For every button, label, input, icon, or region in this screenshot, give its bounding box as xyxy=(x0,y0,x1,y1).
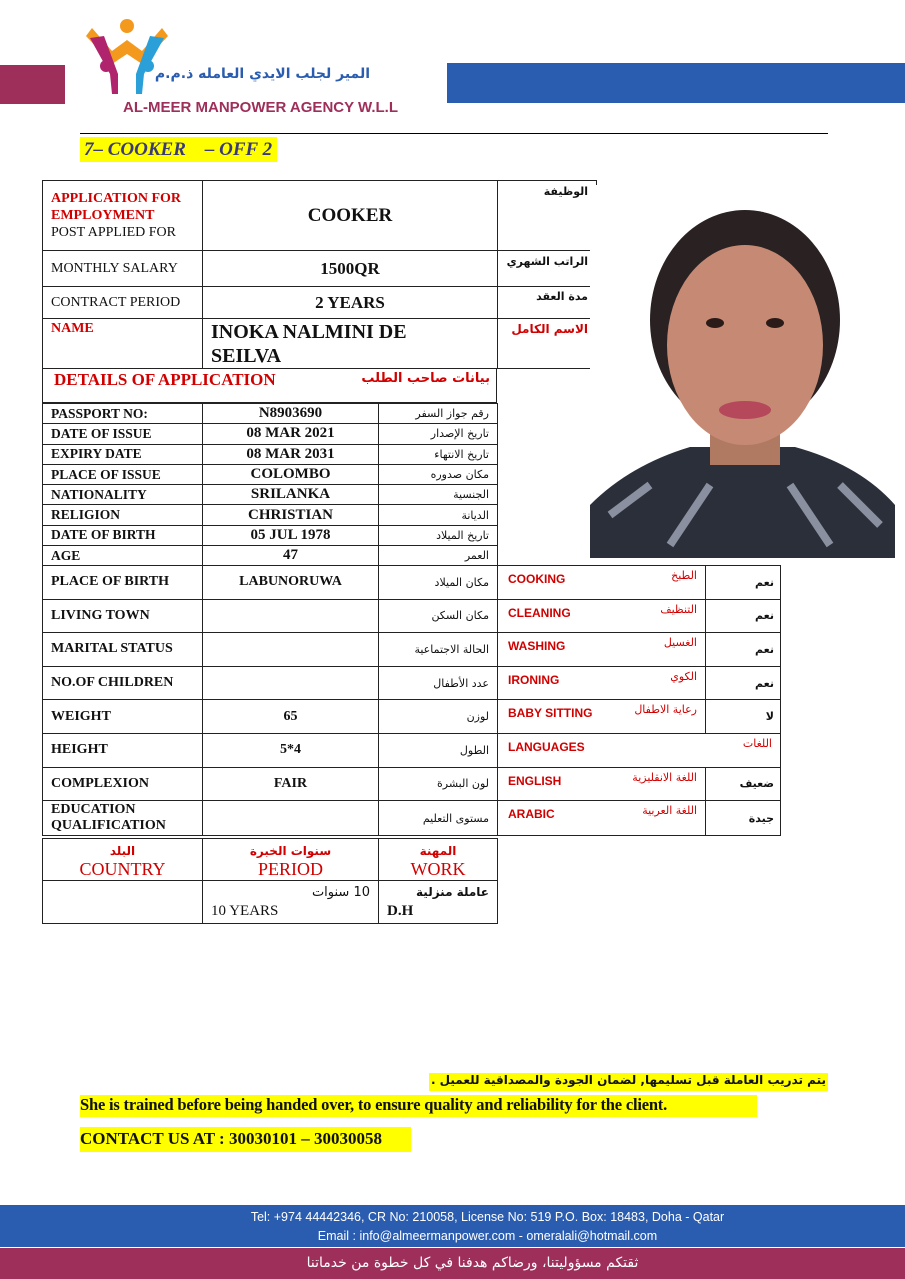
skill-label-ar: اللغات xyxy=(742,736,772,750)
applicant-portrait-icon xyxy=(590,185,895,558)
detail-label-ar: تاريخ الانتهاء xyxy=(379,444,498,464)
table-row xyxy=(43,319,597,369)
contract-label-ar: مدة العقد xyxy=(498,287,597,319)
name-label-ar: الاسم الكامل xyxy=(498,319,597,369)
detail-value: 47 xyxy=(203,546,379,566)
post-value: COOKER xyxy=(203,181,498,251)
training-note-ar: يتم تدريب العاملة قبل تسليمها, لضمان الجودة والمصداقية للعميل . xyxy=(429,1073,828,1091)
table-row xyxy=(43,424,498,444)
footer-slogan-bar xyxy=(0,1248,905,1279)
skill-label: ENGLISH xyxy=(508,773,562,788)
personal-label: WEIGHT xyxy=(43,700,203,734)
table-row xyxy=(43,633,498,667)
skill-label: CLEANING xyxy=(508,605,571,620)
detail-value: 05 JUL 1978 xyxy=(203,525,379,545)
table-row xyxy=(43,700,498,734)
footer-slogan: ثقتكم مسؤوليتنا، ورضاكم هدفنا في كل خطوة من خدماتنا xyxy=(306,1255,639,1271)
work-header-ar: المهنة xyxy=(419,843,457,858)
personal-label: NO.OF CHILDREN xyxy=(43,666,203,700)
detail-label-ar: مكان صدوره xyxy=(379,464,498,484)
skill-label: WASHING xyxy=(508,639,566,654)
details-title-ar: بيانات صاحب الطلب xyxy=(361,371,490,386)
detail-label-ar: رقم جواز السفر xyxy=(379,404,498,424)
skill-answer: لا xyxy=(706,700,781,734)
table-row xyxy=(43,881,498,924)
detail-value: N8903690 xyxy=(203,404,379,424)
table-row xyxy=(43,599,498,633)
detail-label-ar: الديانة xyxy=(379,505,498,525)
personal-label-ar: مستوى التعليم xyxy=(379,801,498,836)
skill-answer: نعم xyxy=(706,566,781,600)
contract-label: CONTRACT PERIOD xyxy=(43,287,203,319)
detail-value: SRILANKA xyxy=(203,485,379,505)
detail-label: PASSPORT NO: xyxy=(43,404,203,424)
period-header: PERIOD xyxy=(257,858,323,879)
applicant-photo xyxy=(590,185,895,558)
personal-value xyxy=(203,633,379,667)
personal-label: LIVING TOWN xyxy=(43,599,203,633)
table-row xyxy=(43,485,498,505)
table-row xyxy=(498,767,781,801)
personal-label-ar: لوزن xyxy=(379,700,498,734)
skill-label-ar: اللغة الانقليزية xyxy=(632,770,697,784)
table-row xyxy=(43,525,498,545)
table-row xyxy=(43,733,498,767)
detail-value: 08 MAR 2021 xyxy=(203,424,379,444)
footer-line-1: Tel: +974 44442346, CR No: 210058, License No: 519 P.O. Box: 18483, Doha - Qatar xyxy=(250,1210,725,1224)
application-summary-table xyxy=(42,180,597,369)
experience-table xyxy=(42,838,498,924)
skill-label-ar: الطبخ xyxy=(671,569,697,582)
table-row xyxy=(498,733,781,767)
table-row xyxy=(498,666,781,700)
detail-value: CHRISTIAN xyxy=(203,505,379,525)
footer-contact-bar xyxy=(0,1205,905,1247)
footer-line-2: Email : info@almeermanpower.com - omeralali@hotmail.com xyxy=(317,1229,658,1243)
skill-label-ar: الغسيل xyxy=(663,636,697,650)
personal-label-ar: لون البشرة xyxy=(379,767,498,801)
personal-label: MARITAL STATUS xyxy=(43,633,203,667)
job-tag: 7– COOKER – OFF 2 xyxy=(80,137,277,162)
skill-label: IRONING xyxy=(508,672,560,687)
skill-answer: ضعيف xyxy=(706,767,781,801)
personal-table xyxy=(42,565,498,836)
detail-label-ar: الجنسية xyxy=(379,485,498,505)
detail-label: RELIGION xyxy=(43,505,203,525)
details-header xyxy=(42,368,497,403)
detail-label-ar: العمر xyxy=(379,546,498,566)
details-table xyxy=(42,403,498,566)
table-row xyxy=(43,464,498,484)
personal-value xyxy=(203,801,379,836)
salary-value: 1500QR xyxy=(203,251,498,287)
personal-label-ar: مكان الميلاد xyxy=(379,566,498,600)
contact-line: CONTACT US AT : 30030101 – 30030058 xyxy=(80,1127,411,1152)
skill-label: ARABIC xyxy=(508,807,555,822)
salary-label: MONTHLY SALARY xyxy=(43,251,203,287)
period-header-ar: سنوات الخبرة xyxy=(249,843,332,858)
skills-table xyxy=(497,565,781,836)
header-maroon-bar xyxy=(0,65,65,104)
personal-label: PLACE OF BIRTH xyxy=(43,566,203,600)
application-for-employment-label: APPLICATION FOR EMPLOYMENT xyxy=(51,191,182,223)
skill-label: COOKING xyxy=(508,572,566,586)
table-row xyxy=(43,801,498,836)
company-name-arabic: المير لجلب الايدي العامله ذ.م.م xyxy=(154,66,370,82)
training-note-en: She is trained before being handed over, to ensure quality and reliability for the client. xyxy=(80,1095,757,1117)
detail-label: PLACE OF ISSUE xyxy=(43,464,203,484)
company-name-english: AL-MEER MANPOWER AGENCY W.L.L xyxy=(123,99,398,116)
detail-label: DATE OF BIRTH xyxy=(43,525,203,545)
personal-label: COMPLEXION xyxy=(43,767,203,801)
table-row xyxy=(498,801,781,836)
detail-label: NATIONALITY xyxy=(43,485,203,505)
table-row xyxy=(43,251,597,287)
skill-answer: نعم xyxy=(706,599,781,633)
experience-work: D.H xyxy=(387,903,414,919)
header-divider xyxy=(80,133,828,134)
name-value: INOKA NALMINI DE SEILVA xyxy=(203,319,498,369)
work-header: WORK xyxy=(410,858,466,879)
company-logo-icon xyxy=(82,16,172,96)
skill-label-ar: رعاية الاطفال xyxy=(634,703,697,717)
post-label-ar: الوظيفة xyxy=(498,181,597,251)
detail-label-ar: تاريخ الإصدار xyxy=(379,424,498,444)
country-header-ar: البلد xyxy=(109,843,136,858)
personal-label-ar: الحالة الاجتماعية xyxy=(379,633,498,667)
post-applied-label: POST APPLIED FOR xyxy=(51,225,177,240)
table-row xyxy=(43,444,498,464)
skill-answer: نعم xyxy=(706,666,781,700)
table-row xyxy=(498,599,781,633)
skill-label-ar: التنظيف xyxy=(660,602,697,616)
detail-label: EXPIRY DATE xyxy=(43,444,203,464)
table-row xyxy=(43,287,597,319)
experience-period-ar: 10 سنوات xyxy=(311,885,370,900)
table-row xyxy=(43,404,498,424)
personal-value: 5*4 xyxy=(203,733,379,767)
name-label: NAME xyxy=(43,319,203,369)
salary-label-ar: الراتب الشهري xyxy=(498,251,597,287)
detail-value: COLOMBO xyxy=(203,464,379,484)
detail-label: AGE xyxy=(43,546,203,566)
table-row xyxy=(43,566,498,600)
details-title: DETAILS OF APPLICATION xyxy=(54,370,276,389)
experience-work-ar: عاملة منزلية xyxy=(416,885,489,899)
table-row xyxy=(43,666,498,700)
detail-label-ar: تاريخ الميلاد xyxy=(379,525,498,545)
skill-answer: جيدة xyxy=(706,801,781,836)
contract-value: 2 YEARS xyxy=(203,287,498,319)
personal-value: LABUNORUWA xyxy=(203,566,379,600)
personal-label-ar: الطول xyxy=(379,733,498,767)
experience-country xyxy=(43,881,203,924)
personal-value: FAIR xyxy=(203,767,379,801)
personal-value: 65 xyxy=(203,700,379,734)
skill-label: BABY SITTING xyxy=(508,706,593,721)
personal-label: HEIGHT xyxy=(43,733,203,767)
skill-answer: نعم xyxy=(706,633,781,667)
table-row xyxy=(43,767,498,801)
skill-label-ar: اللغة العربية xyxy=(642,804,697,818)
detail-label: DATE OF ISSUE xyxy=(43,424,203,444)
table-row xyxy=(498,633,781,667)
header-blue-bar xyxy=(447,63,905,103)
table-row xyxy=(498,566,781,600)
table-row xyxy=(498,700,781,734)
experience-period: 10 YEARS xyxy=(211,903,279,919)
personal-label: EDUCATION QUALIFICATION xyxy=(43,801,203,836)
personal-label-ar: مكان السكن xyxy=(379,599,498,633)
table-row xyxy=(43,505,498,525)
personal-label-ar: عدد الأطفال xyxy=(379,666,498,700)
detail-value: 08 MAR 2031 xyxy=(203,444,379,464)
country-header: COUNTRY xyxy=(79,858,166,879)
skill-label-ar: الكوي xyxy=(670,669,697,683)
personal-value xyxy=(203,666,379,700)
personal-value xyxy=(203,599,379,633)
skill-label: LANGUAGES xyxy=(508,739,585,754)
table-row xyxy=(43,546,498,566)
table-row xyxy=(43,839,498,881)
table-row xyxy=(43,181,597,251)
